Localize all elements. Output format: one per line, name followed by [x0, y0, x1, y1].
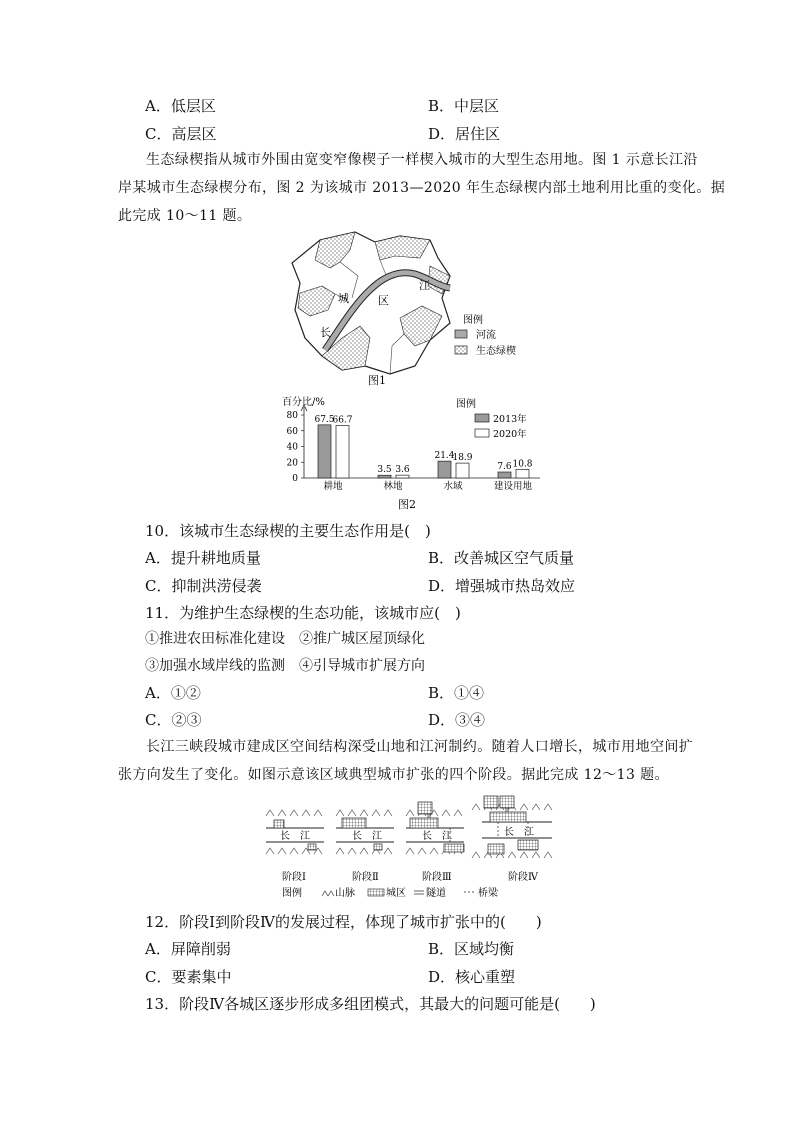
bar-value-label: 10.8 [512, 459, 533, 470]
q10-option-c[interactable]: C．抑制洪涝侵袭 [145, 577, 262, 595]
bar-value-label: 3.6 [395, 465, 410, 476]
intro2-line1: 长江三峡段城市建成区空间结构深受山地和江河制约。随着人口增长，城市用地空间扩 [146, 739, 694, 755]
mountain-peaks [336, 848, 392, 854]
q10-stem: 10．该城市生态绿楔的主要生态作用是( ) [145, 522, 431, 540]
map-label-jiang: 江 [419, 279, 430, 292]
category-label: 水域 [443, 481, 463, 492]
q11-option-b[interactable]: B．①④ [428, 684, 485, 702]
map-legend-title: 图例 [463, 315, 483, 326]
stage-2-label: 阶段Ⅱ [352, 872, 379, 883]
category-label: 林地 [383, 481, 403, 492]
y-tick-label: 20 [286, 458, 298, 469]
bar-水域-2013年 [438, 461, 451, 478]
legend-2020-swatch [475, 429, 489, 437]
fig3-legend-city: 城区 [386, 888, 406, 899]
bar-林地-2020年 [396, 475, 409, 478]
bar-value-label: 67.5 [314, 414, 335, 425]
figure-2-chart [268, 393, 558, 513]
q10-option-b[interactable]: B．改善城区空气质量 [428, 549, 575, 567]
mountain-peaks [266, 810, 322, 816]
city-blocks [274, 796, 538, 854]
q11-statements-2: ③加强水域岸线的监测 ④引导城市扩展方向 [145, 658, 425, 674]
bar-耕地-2013年 [318, 425, 331, 478]
bar-value-label: 7.6 [497, 462, 512, 473]
legend-river-swatch [455, 330, 467, 338]
q11-stem: 11．为维护生态绿楔的生态功能，该城市应( ) [145, 604, 461, 622]
map-label-chang: 长 [320, 326, 331, 339]
chart-legend-2013: 2013年 [493, 414, 527, 425]
stage4-river-label: 长 江 [504, 827, 534, 838]
stage2-river-label: 长 江 [352, 831, 382, 842]
q13-stem: 13．阶段Ⅳ各城区逐步形成多组团模式，其最大的问题可能是( ) [145, 995, 596, 1013]
stage3-river-label: 长 江 [422, 831, 452, 842]
intro-paragraph-2 [118, 733, 694, 789]
category-label: 耕地 [323, 481, 343, 492]
y-tick-label: 80 [286, 411, 298, 421]
figure-1-map [280, 228, 540, 393]
y-tick-label: 60 [286, 426, 298, 437]
q11-statements-1: ①推进农田标准化建设 ②推广城区屋顶绿化 [145, 631, 425, 647]
fig3-legend-tunnel: 隧道 [426, 888, 446, 899]
bar-建设用地-2020年 [516, 469, 529, 478]
option-c[interactable]: C．高层区 [145, 125, 217, 143]
q12-option-b[interactable]: B．区域均衡 [428, 940, 515, 958]
q11-option-a[interactable]: A．①② [145, 684, 201, 702]
legend-city-swatch [368, 889, 384, 896]
bar-value-label: 3.5 [377, 465, 392, 476]
intro1-line3: 此完成 10～11 题。 [118, 208, 252, 224]
y-tick-label: 0 [292, 474, 298, 484]
q12-option-d[interactable]: D．核心重塑 [428, 968, 516, 986]
chart-bars [314, 415, 532, 492]
option-b[interactable]: B．中层区 [428, 97, 500, 115]
intro1-line2: 岸某城市生态绿楔分布，图 2 为该城市 2013—2020 年生态绿楔内部土地利用比重的变化。据 [118, 180, 726, 196]
figure-3-stages [262, 792, 562, 902]
category-label: 建设用地 [493, 481, 533, 492]
fig3-legend-bridge: 桥梁 [478, 888, 498, 899]
stage-1-label: 阶段Ⅰ [282, 872, 306, 883]
q10-option-a[interactable]: A．提升耕地质量 [145, 549, 261, 567]
bar-水域-2020年 [456, 463, 469, 478]
q10-option-d[interactable]: D．增强城市热岛效应 [428, 577, 576, 595]
bar-value-label: 18.9 [452, 453, 473, 464]
bar-耕地-2020年 [336, 425, 349, 478]
legend-tunnel-swatch [414, 891, 424, 894]
option-a[interactable]: A．低层区 [145, 97, 216, 115]
bar-建设用地-2013年 [498, 472, 511, 478]
mountain-peaks [406, 810, 462, 816]
fig3-legend-mountain: 山脉 [335, 888, 355, 899]
bar-林地-2013年 [378, 475, 391, 478]
legend-2013-swatch [475, 414, 489, 422]
intro-paragraph-1 [118, 146, 726, 230]
q11-option-d[interactable]: D．③④ [428, 711, 486, 729]
stage1-river-label: 长 江 [280, 831, 310, 842]
fig3-legend-title: 图例 [282, 888, 302, 899]
q12-stem: 12．阶段Ⅰ到阶段Ⅳ的发展过程，体现了城市扩张中的( ) [145, 913, 542, 931]
chart-ylabel: 百分比/% [282, 397, 325, 408]
intro1-line1: 生态绿楔指从城市外围由宽变窄像楔子一样楔入城市的大型生态用地。图 1 示意长江沿 [146, 152, 698, 168]
bar-value-label: 66.7 [332, 415, 353, 426]
option-d[interactable]: D．居住区 [428, 125, 501, 143]
intro2-line2: 张方向发生了变化。如图示意该区域典型城市扩张的四个阶段。据此完成 12～13 题。 [118, 767, 669, 783]
mountain-peaks [472, 852, 552, 858]
bar-value-label: 21.4 [434, 451, 455, 462]
q11-option-c[interactable]: C．②③ [145, 711, 202, 729]
map-label-qu: 区 [378, 294, 389, 307]
q12-option-c[interactable]: C．要素集中 [145, 968, 232, 986]
figure-1-caption: 图1 [368, 374, 386, 387]
mountain-peaks [336, 810, 392, 816]
q12-option-a[interactable]: A．屏障削弱 [145, 940, 231, 958]
chart-legend-title: 图例 [456, 399, 476, 410]
map-legend-river: 河流 [476, 330, 496, 341]
chart-legend-2020: 2020年 [493, 429, 527, 440]
legend-wedge-swatch [455, 346, 467, 354]
stage-4-label: 阶段Ⅳ [508, 872, 538, 883]
legend-mountain-swatch [322, 891, 334, 896]
map-legend-wedge: 生态绿楔 [476, 346, 516, 357]
figure-2-caption: 图2 [398, 498, 416, 511]
stage-3-label: 阶段Ⅲ [422, 872, 452, 883]
map-label-cheng: 城 [338, 292, 349, 305]
y-tick-label: 40 [286, 442, 298, 453]
